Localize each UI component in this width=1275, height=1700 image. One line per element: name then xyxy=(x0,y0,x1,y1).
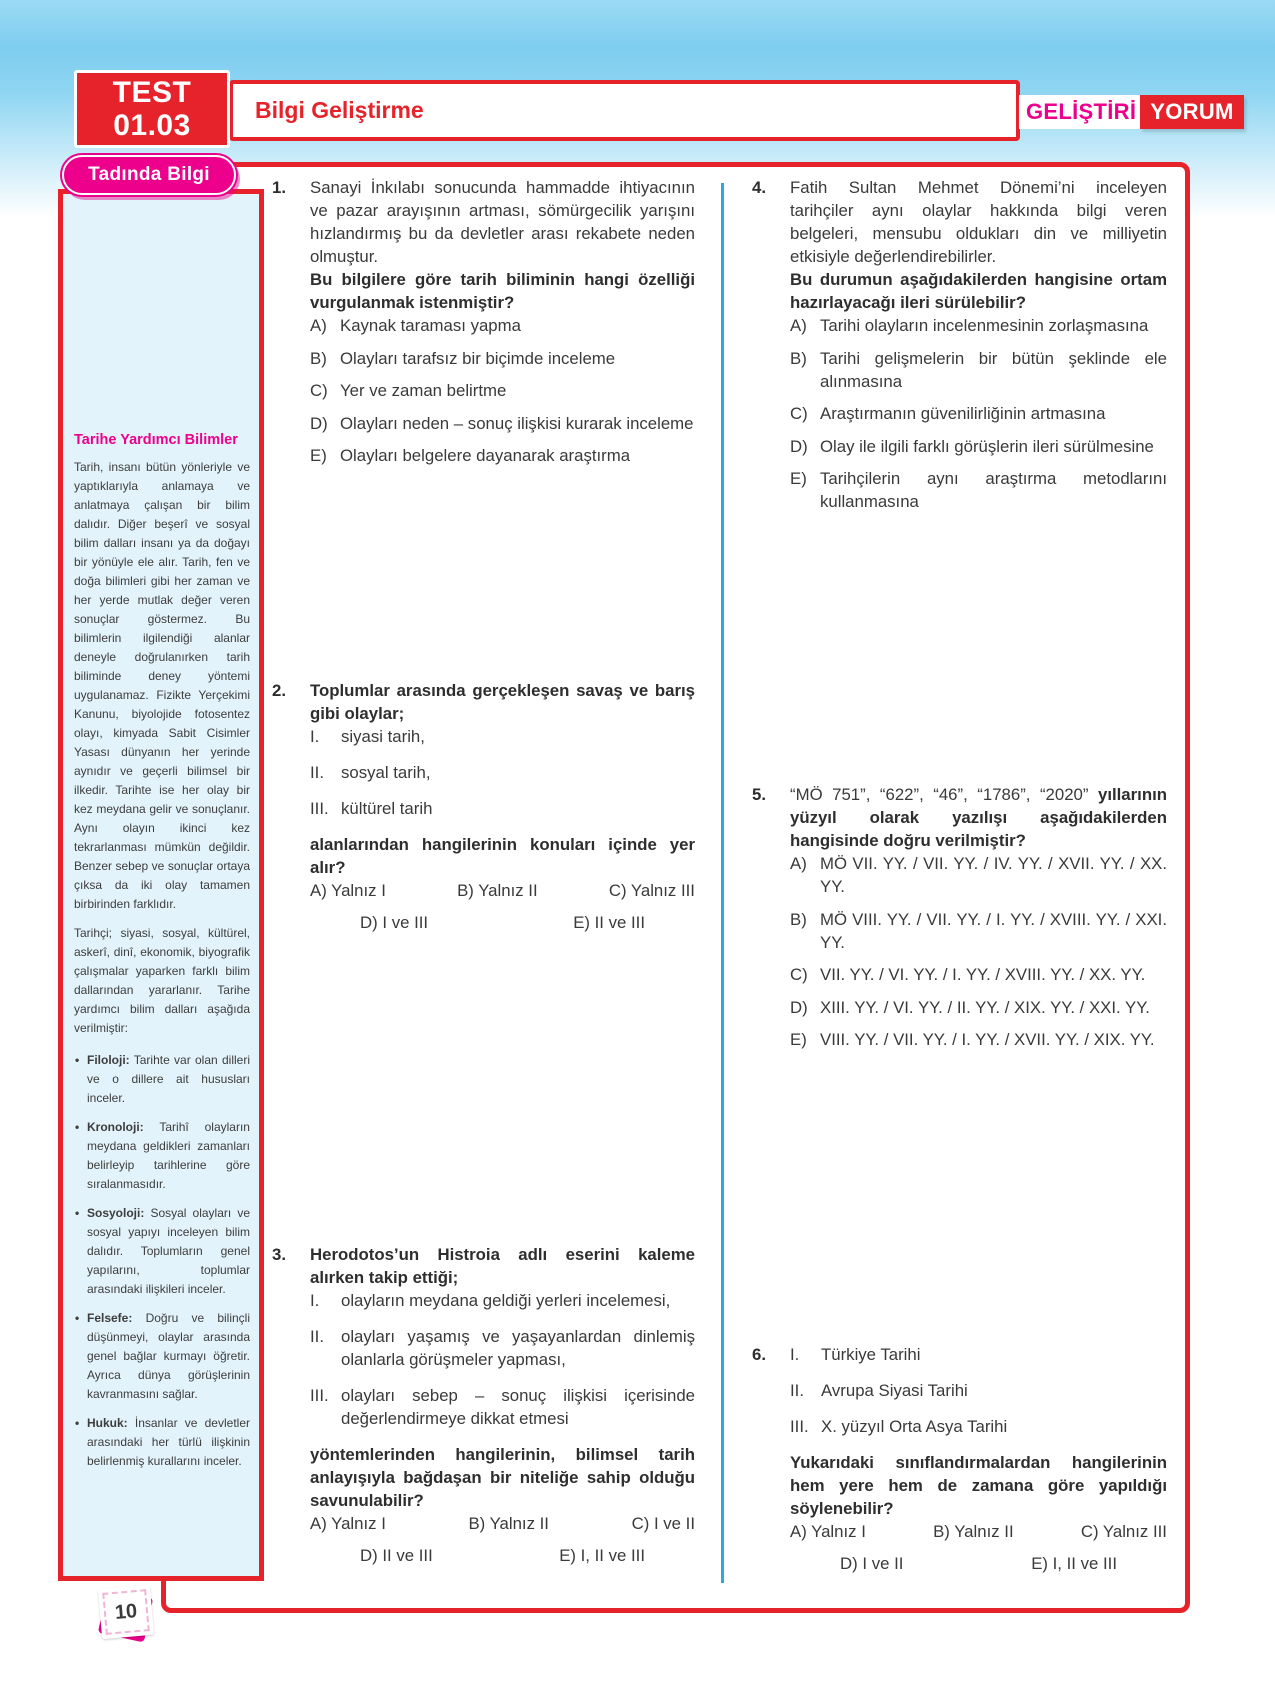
roman-item-1: I. Türkiye Tarihi xyxy=(790,1345,921,1364)
roman-item-3: III. kültürel tarih xyxy=(310,799,433,818)
question-number: 3. xyxy=(272,1245,286,1264)
option-e: E) Olayları belgelere dayanarak araştırma xyxy=(310,446,631,465)
question-stem: Bu durumun aşağıdakilerden hangisine ortam hazırlayacağı ileri sürülebilir? xyxy=(790,270,1167,312)
option-d: D) Olayları neden – sonuç ilişkisi kurarak inceleme xyxy=(310,413,694,433)
roman-item-3: III. olayları sebep – sonuç ilişkisi içerisinde değerlendirmeye dikkat etmesi xyxy=(310,1386,695,1428)
sidebar-infobox xyxy=(58,189,264,1581)
question-body: Sanayi İnkılabı sonucunda hammadde ihtiyacının ve pazar arayışının artması, sömürgecilik yarışını hızlandırmış bu da devletler arası rekabete neden olmuştur. xyxy=(310,178,695,266)
title-bar xyxy=(229,80,1020,141)
option-b: B) MÖ VIII. YY. / VII. YY. / I. YY. / XVIII. YY. / XXI. YY. xyxy=(790,909,1167,952)
options-list xyxy=(790,314,1167,513)
sidebar-paragraph-1: Tarih, insanı bütün yönleriyle ve yaptıklarıyla anlamaya ve anlatmaya çalışan bir bilim dalıdır. Diğer beşerî ve sosyal bilim dalları insanı ya da doğayı bir yönüyle ele alır. Tarih, fen ve doğa bilimleri gibi her zaman ve her yerde mutlak değer veren sonuçlar göstermez. Bu bilimlerin ilgilendiği alanlar deneyle doğrulanırken tarih biliminde deney yöntemi uygulanamaz. Fizikte Yerçekimi Kanunu, biyolojide fotosentez olayı, kimyada Sabit Cisimler Yasası dünyanın her yerinde aynıdır ve geçerli bilimsel bir ilkedir. Tarihte ise her olay bir kez meydana gelir ve sonuçlanır. Aynı olayın ikinci kez tekrarlanması mümkün değildir. Benzer sebep ve sonuçlar ortaya çıksa da iki olay tamamen birbirinden farklıdır. xyxy=(74,460,250,911)
options-row-1 xyxy=(310,879,695,902)
question-stem: yöntemlerinden hangilerinin, bilimsel tarih anlayışıyla bağdaşan bir niteliğe sahip olduğu savunulabilir? xyxy=(310,1445,695,1510)
brand-logo xyxy=(1019,95,1244,129)
question-6 xyxy=(752,1343,1167,1584)
question-2 xyxy=(272,679,695,943)
option-b: B) Tarihi gelişmelerin bir bütün şeklinde ele alınmasına xyxy=(790,348,1167,391)
question-number: 2. xyxy=(272,681,286,700)
option-d: D) II ve III xyxy=(360,1546,433,1565)
question-4 xyxy=(752,176,1167,523)
option-b: B) Yalnız II xyxy=(933,1522,1014,1541)
options-row-2 xyxy=(310,911,695,934)
sidebar-paragraph-2: Tarihçi; siyasi, sosyal, kültürel, askerî, dinî, ekonomik, biyografik çalışmalar yaparken farklı bilim dallarından yararlanır. Tarihe yardımcı bilim dalları aşağıda verilmiştir: xyxy=(74,926,250,1035)
option-b: B) Yalnız II xyxy=(457,881,538,900)
option-e: E) I, II ve III xyxy=(559,1546,645,1565)
roman-item-1: I. siyasi tarih, xyxy=(310,727,425,746)
question-number: 6. xyxy=(752,1345,766,1364)
question-3 xyxy=(272,1243,695,1576)
sidebar-bullet: • Felsefe: Doğru ve bilinçli düşünmeyi, olaylar arasında genel bağlar kurmayı öğretir. Ayrıca dünya görüşlerinin kavranmasını sağlar. xyxy=(74,1309,250,1404)
question-intro: Herodotos’un Histroia adlı eserini kaleme alırken takip ettiği; xyxy=(310,1245,695,1287)
test-number-box xyxy=(74,70,230,148)
sidebar-tab-label: Tadında Bilgi xyxy=(88,164,210,185)
options-row-1 xyxy=(790,1520,1167,1543)
sidebar-tab xyxy=(62,155,236,195)
question-stem: Yukarıdaki sınıflandırmalardan hangilerinin hem yere hem de zamana göre yapıldığı söylenebilir? xyxy=(790,1453,1167,1518)
roman-item-2: II. Avrupa Siyasi Tarihi xyxy=(790,1381,968,1400)
page-number-badge xyxy=(97,1585,153,1641)
option-e: E) II ve III xyxy=(573,913,645,932)
sidebar-bullet: • Kronoloji: Tarihî olayların meydana geldikleri zamanları belirleyip tarihlerine göre sıralanmasıdır. xyxy=(74,1118,250,1194)
options-row-2 xyxy=(790,1552,1167,1575)
brand-logo-part2: YORUM xyxy=(1140,95,1243,129)
option-a: A) MÖ VII. YY. / VII. YY. / IV. YY. / XVII. YY. / XX. YY. xyxy=(790,854,1167,896)
question-body: Fatih Sultan Mehmet Dönemi’ni inceleyen tarihçiler aynı olaylar hakkında bilgi veren belgeleri, mensubu oldukları din ve milliyetin etkisiyle değerlendirebilirler. xyxy=(790,178,1167,266)
roman-item-1: I. olayların meydana geldiği yerleri incelemesi, xyxy=(310,1291,671,1310)
page-number: 10 xyxy=(98,1585,154,1639)
options-row-2 xyxy=(310,1544,695,1567)
option-d: D) I ve III xyxy=(360,913,429,932)
option-c: C) Yalnız III xyxy=(1080,1522,1167,1541)
page-title: Bilgi Geliştirme xyxy=(255,97,424,123)
question-intro: Toplumlar arasında gerçekleşen savaş ve barış gibi olaylar; xyxy=(310,681,695,723)
question-stem: yıllarının yüzyıl olarak yazılışı aşağıdakilerden hangisinde doğru verilmiştir? xyxy=(790,785,1167,850)
question-intro xyxy=(790,783,1167,852)
option-c: C) I ve II xyxy=(631,1514,695,1533)
option-c: C) VII. YY. / VI. YY. / I. YY. / XVIII. YY. / XX. YY. xyxy=(790,965,1146,984)
option-a: A) Yalnız I xyxy=(790,1522,866,1541)
sidebar-bullet: • Hukuk: İnsanlar ve devletler arasındaki her türlü ilişkinin belirlenmiş kurallarını inceler. xyxy=(74,1414,250,1471)
sidebar-bullet: • Filoloji: Tarihte var olan dilleri ve o dillere ait hususları inceler. xyxy=(74,1051,250,1108)
option-c: C) Araştırmanın güvenilirliğinin artmasına xyxy=(790,404,1106,423)
roman-item-2: II. sosyal tarih, xyxy=(310,763,431,782)
test-number: 01.03 xyxy=(113,109,191,142)
option-d: D) Olay ile ilgili farklı görüşlerin ileri sürülmesine xyxy=(790,436,1154,456)
column-divider xyxy=(721,183,724,1583)
option-b: B) Olayları tarafsız bir biçimde inceleme xyxy=(310,348,616,368)
question-number: 1. xyxy=(272,178,286,197)
option-a: A) Yalnız I xyxy=(310,881,386,900)
year-list: “MÖ 751”, “622”, “46”, “1786”, “2020” xyxy=(790,785,1089,804)
option-a: A) Kaynak taraması yapma xyxy=(310,316,521,335)
brand-logo-part1: GELİŞTİRİ xyxy=(1019,95,1140,129)
question-number: 5. xyxy=(752,785,766,804)
option-c: C) Yer ve zaman belirtme xyxy=(310,381,507,400)
options-list xyxy=(790,852,1167,1051)
option-b: B) Yalnız II xyxy=(468,1514,549,1533)
option-d: D) I ve II xyxy=(840,1554,904,1573)
option-a: A) Tarihi olayların incelenmesinin zorlaşmasına xyxy=(790,316,1149,335)
sidebar-bullet-list xyxy=(74,1051,250,1471)
option-e: E) Tarihçilerin aynı araştırma metodlarını kullanmasına xyxy=(790,469,1167,511)
roman-item-2: II. olayları yaşamış ve yaşayanlardan dinlemiş olanlarla görüşmeler yapması, xyxy=(310,1327,695,1369)
sidebar-heading: Tarihe Yardımcı Bilimler xyxy=(74,432,238,448)
question-1 xyxy=(272,176,695,477)
question-stem: Bu bilgilere göre tarih biliminin hangi özelliği vurgulanmak istenmiştir? xyxy=(310,270,695,312)
options-list xyxy=(310,314,695,467)
option-a: A) Yalnız I xyxy=(310,1514,386,1533)
question-number: 4. xyxy=(752,178,766,197)
roman-item-3: III. X. yüzyıl Orta Asya Tarihi xyxy=(790,1417,1008,1436)
sidebar-bullet: • Sosyoloji: Sosyal olayları ve sosyal yapıyı inceleyen bilim dalıdır. Toplumların genel yapılarını, toplumlar arasındaki ilişkileri inceler. xyxy=(74,1204,250,1299)
option-e: E) I, II ve III xyxy=(1031,1554,1117,1573)
test-word: TEST xyxy=(112,76,192,109)
question-5 xyxy=(752,783,1167,1061)
question-stem: alanlarından hangilerinin konuları içinde yer alır? xyxy=(310,835,695,877)
option-c: C) Yalnız III xyxy=(608,881,695,900)
option-d: D) XIII. YY. / VI. YY. / II. YY. / XIX. YY. / XXI. YY. xyxy=(790,997,1150,1017)
options-row-1 xyxy=(310,1512,695,1535)
option-e: E) VIII. YY. / VII. YY. / I. YY. / XVII. YY. / XIX. YY. xyxy=(790,1030,1155,1049)
